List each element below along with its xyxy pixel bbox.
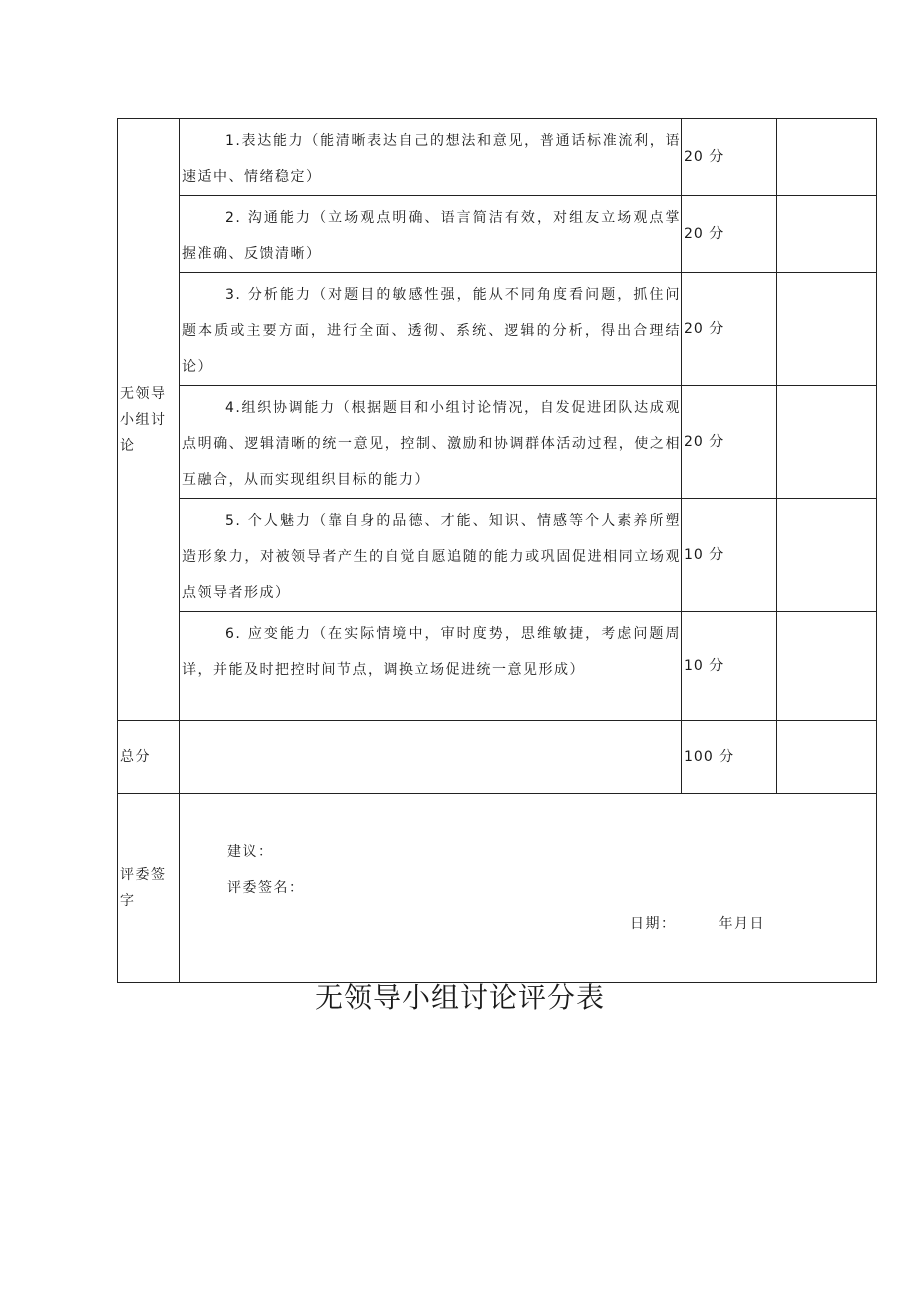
criterion-text: 4.组织协调能力（根据题目和小组讨论情况，自发促进团队达成观点明确、逻辑清晰的统一意见，控制、激励和协调群体活动过程，使之相互融合，从而实现组织目标的能力）: [182, 400, 681, 488]
page-title: 无领导小组讨论评分表: [314, 981, 605, 1014]
criterion-row: [118, 386, 877, 499]
score-cell[interactable]: [777, 273, 877, 386]
points-cell: [682, 119, 777, 196]
total-row: [118, 721, 877, 794]
judge-signature-label: 评委签名：: [227, 880, 305, 896]
sign-box: [180, 794, 876, 982]
points-cell: [682, 612, 777, 721]
sign-label: 评委签字: [120, 867, 167, 909]
total-empty-cell: [180, 721, 682, 794]
date-label: 日期：: [630, 916, 677, 932]
suggestion-label: 建议：: [227, 844, 274, 860]
total-score-cell[interactable]: [777, 721, 877, 794]
criterion-text: 3. 分析能力（对题目的敏感性强，能从不同角度看问题，抓住问题本质或主要方面，进行全面、透彻、系统、逻辑的分析，得出合理结论）: [182, 287, 681, 375]
points-value: 20 分: [684, 226, 725, 242]
criterion-cell: [180, 196, 682, 273]
score-cell[interactable]: [777, 499, 877, 612]
points-value: 20 分: [684, 434, 725, 450]
points-cell: [682, 196, 777, 273]
total-points-cell: [682, 721, 777, 794]
category-cell: [118, 119, 180, 721]
criterion-cell: [180, 273, 682, 386]
criterion-text: 1.表达能力（能清晰表达自己的想法和意见，普通话标准流利，语速适中、情绪稳定）: [182, 133, 681, 185]
criterion-text: 6. 应变能力（在实际情境中，审时度势，思维敏捷，考虑问题周详，并能及时把控时间节点，调换立场促进统一意见形成）: [182, 626, 681, 678]
criterion-row: [118, 196, 877, 273]
points-value: 10 分: [684, 658, 725, 674]
points-value: 20 分: [684, 321, 725, 337]
criterion-row: [118, 119, 877, 196]
total-label-cell: [118, 721, 180, 794]
signature-row: [118, 794, 877, 983]
points-cell: [682, 273, 777, 386]
score-cell[interactable]: [777, 386, 877, 499]
criterion-cell: [180, 499, 682, 612]
points-cell: [682, 386, 777, 499]
points-cell: [682, 499, 777, 612]
scoring-table: [117, 118, 877, 983]
points-value: 10 分: [684, 547, 725, 563]
category-label: 无领导小组讨论: [120, 385, 167, 454]
criterion-text: 5. 个人魅力（靠自身的品德、才能、知识、情感等个人素养所塑造形象力，对被领导者产生的自觉自愿追随的能力或巩固促进相同立场观点领导者形成）: [182, 513, 681, 601]
score-cell[interactable]: [777, 612, 877, 721]
scoring-sheet: [117, 118, 876, 964]
points-value: 20 分: [684, 149, 725, 165]
total-points: 100 分: [684, 749, 735, 765]
score-cell[interactable]: [777, 196, 877, 273]
sign-area-cell[interactable]: [180, 794, 877, 983]
criterion-row: [118, 273, 877, 386]
total-label: 总分: [120, 749, 151, 765]
sign-label-cell: [118, 794, 180, 983]
criterion-cell: [180, 612, 682, 721]
date-line: [630, 906, 765, 942]
criterion-row: [118, 499, 877, 612]
criterion-text: 2. 沟通能力（立场观点明确、语言简洁有效，对组友立场观点掌握准确、反馈清晰）: [182, 210, 681, 262]
criterion-row: [118, 612, 877, 721]
criterion-cell: [180, 386, 682, 499]
score-cell[interactable]: [777, 119, 877, 196]
criterion-cell: [180, 119, 682, 196]
date-suffix: 年月日: [718, 916, 765, 932]
